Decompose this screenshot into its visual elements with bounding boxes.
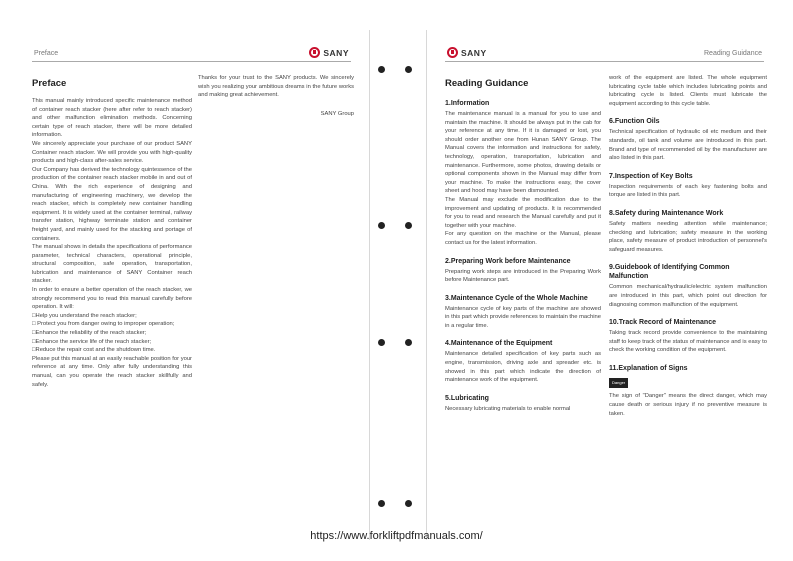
binder-hole <box>405 500 412 507</box>
left-header-label: Preface <box>34 50 59 57</box>
binder-hole <box>378 66 385 73</box>
section-body: Maintenance detailed specification of key parts such as engine, transmission, driving axle and spreader etc. is showed in this part which indicate the direction of maintenance work of the equipment. <box>445 351 601 384</box>
section-body: The sign of "Danger" means the direct danger, which may cause death or serious injury if no preventive measure is taken. <box>609 393 767 417</box>
sany-logo-icon <box>309 47 320 58</box>
preface-paragraph: The manual shows in details the specifications of performance parameter, technical characters, operational principle, structural composition, safe operation, transportation, lubrication and maintenance of SANY Container reach stacker. <box>32 244 192 285</box>
binder-holes-left <box>378 0 388 561</box>
section-heading: 11.Explanation of Signs <box>609 364 688 372</box>
sany-logo-icon <box>447 47 458 58</box>
preface-column-2 <box>198 74 354 118</box>
sany-logo <box>309 47 349 58</box>
footer-url-link[interactable]: https://www.forkliftpdfmanuals.com/ <box>310 530 483 542</box>
section-body: Maintenance cycle of key parts of the machine are showed in this part which provide references to maintain the machine in a regular time. <box>445 305 601 329</box>
preface-bullet: □ Protect you from danger owing to improper operation; <box>32 321 175 328</box>
section-heading: 4.Maintenance of the Equipment <box>445 340 553 348</box>
section-body: Necessary lubricating materials to enable normal <box>445 405 571 412</box>
preface-signature: SANY Group <box>320 110 354 117</box>
preface-bullet: □Enhance the service life of the reach stacker; <box>32 338 152 345</box>
preface-bullet: □Enhance the reliability of the reach stacker; <box>32 330 147 337</box>
section-heading: 5.Lubricating <box>445 394 489 402</box>
section-heading: 3.Maintenance Cycle of the Whole Machine <box>445 294 588 302</box>
preface-thanks: Thanks for your trust to the SANY products. We sincerely wish you realizing your ambitious dreams in the future works and making great achievement. <box>198 75 354 99</box>
preface-bullet: □Reduce the repair cost and the shutdown time. <box>32 347 156 354</box>
binder-hole <box>405 339 412 346</box>
section-body: Inspection requirements of each key fastening bolts and torque are listed in this part. <box>609 183 767 199</box>
section-heading: 10.Track Record of Maintenance <box>609 319 716 327</box>
section-body: Preparing work steps are introduced in the Preparing Work before Maintenance part. <box>445 268 601 284</box>
section-body: The maintenance manual is a manual for you to use and maintain the machine. It should be always put in the cab for your reference at any time. If it is damaged or lost, you should order another one from Hunan SANY Group. The Manual covers the information and instructions for safety, technology, operation, transportation, lubrication and maintenance. Furthermore, some photos, drawing details or optional components shown in the Manual may differ from your machine. To make the instructions easy, the cover sheet and hood may have been dismounted. The Manual may exclude the modification due to the improvement and updating of products. It is recommended for you to read and research the Manual carefully and put it together with your machine. For any question on the machine or the Manual, please contact us for the latest information. <box>445 111 601 246</box>
binder-hole <box>378 339 385 346</box>
sany-logo-text: SANY <box>323 47 349 58</box>
section-heading: 8.Safety during Maintenance Work <box>609 209 724 217</box>
binder-hole <box>405 66 412 73</box>
sany-logo <box>447 47 487 58</box>
left-page <box>14 30 370 540</box>
preface-paragraph: We sincerely appreciate your purchase of our product SANY Container reach stacker. We will provide you with high-quality products and high-class after-sales service. <box>32 140 192 165</box>
danger-sign-icon: Danger <box>609 378 628 389</box>
right-header-label: Reading Guidance <box>704 50 762 57</box>
section-heading: 7.Inspection of Key Bolts <box>609 172 693 180</box>
binder-hole <box>378 222 385 229</box>
section-body: Taking track record provide convenience to the maintaining staff to keep track of the status of maintenance and is easy to check the working condition of the equipment. <box>609 330 767 354</box>
preface-paragraph: In order to ensure a better operation of the reach stacker, we strongly recommend you to read this manual carefully before operation. It will: <box>32 287 192 311</box>
preface-column-1 <box>32 78 192 389</box>
preface-bullet: □Help you understand the reach stacker; <box>32 312 137 319</box>
preface-paragraph: This manual mainly introduced specific maintenance method of container reach stacker (here after refer to reach stacker) and other malfunction elimination methods. Concerning certain type of reach stacker, there will be more detailed information. <box>32 98 192 139</box>
binder-hole <box>405 222 412 229</box>
guidance-column-2 <box>609 74 767 418</box>
right-page <box>426 30 782 540</box>
section-body: Common mechanical/hydraulic/electric system malfunction are introduced in this part, which point out direction for diagnosing common malfunction of the equipment. <box>609 284 767 308</box>
section-heading: 9.Guidebook of Identifying Common Malfunction <box>609 264 730 281</box>
preface-title: Preface <box>32 78 67 89</box>
preface-paragraph: Our Company has derived the technology quintessence of the production of the container reach stacker mobile in and out of China. With the rich experience of designing and manufacturing of engineering machinery, we develop the reach stacker, which is completely new container handling equipment. It is widely used at the container terminal, railway transfer station, highway terminate station and container freight yard, and mainly used for the stacking and portage of containers. <box>32 166 192 242</box>
section-heading: 1.Information <box>445 100 490 107</box>
guidance-title: Reading Guidance <box>445 78 529 89</box>
guidance-column-1 <box>445 78 601 413</box>
sany-logo-text: SANY <box>461 47 487 58</box>
section-body: Technical specification of hydraulic oil etc medium and their standards, oil tank and volume are introduced in this part. Brand and type of recommended oil by the manufacturer are also listed in this part. <box>609 129 767 162</box>
binder-holes-right <box>405 0 415 561</box>
binder-hole <box>378 500 385 507</box>
preface-paragraph: Please put this manual at an easily reachable position for your reference at any time. Only after fully understanding this manual, can you operate the reach stacker skillfully and safely. <box>32 355 192 388</box>
section-heading: 6.Function Oils <box>609 118 660 126</box>
left-page-header <box>32 42 351 62</box>
right-page-header <box>445 42 764 62</box>
section-body: Safety matters needing attention while maintenance; checking and lubrication; safety measure in the working place, safety measure of product introduction of personnel's safeguard measures. <box>609 220 767 253</box>
section-heading: 2.Preparing Work before Maintenance <box>445 257 571 265</box>
section-body: work of the equipment are listed. The whole equipment lubricating cycle table which includes lubricating points and lubricating cycle is listed. Clients must lubricate the equipment according to this cycle table. <box>609 75 767 107</box>
